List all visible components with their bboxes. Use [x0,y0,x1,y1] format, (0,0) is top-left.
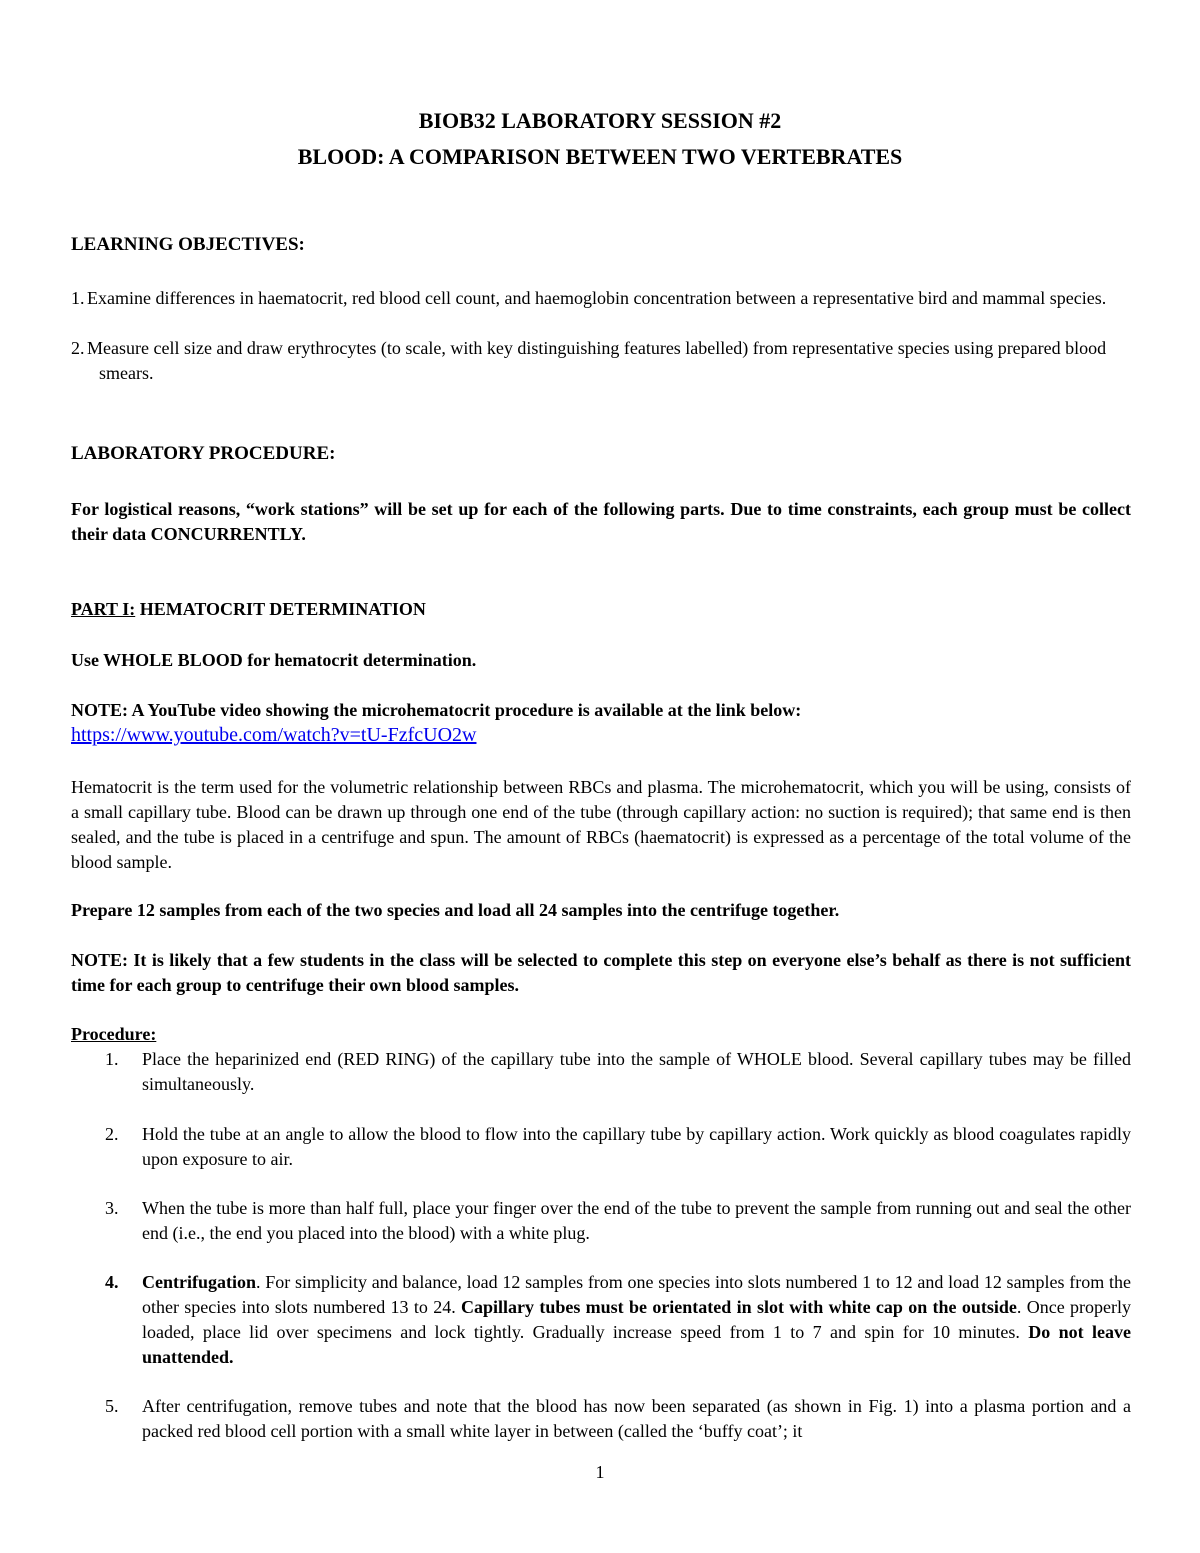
objective-item-2 [71,336,1131,386]
video-note: NOTE: A YouTube video showing the microhematocrit procedure is available at the link below: [71,700,802,720]
step-text: When the tube is more than half full, place your finger over the end of the tube to prevent the sample from running out and seal the other end (i.e., the end you placed into the blood) with a white plug. [142,1198,1131,1243]
step-4-unattended-warning: Do not leave unattended. [142,1322,1131,1367]
procedure-step-5 [71,1394,1131,1444]
objective-item-1 [71,286,1131,311]
learning-objectives-heading: LEARNING OBJECTIVES: [71,234,305,255]
step-number: 4. [105,1272,119,1292]
step-text: Hold the tube at an angle to allow the blood to flow into the capillary tube by capillary action. Work quickly as blood coagulates rapidly upon exposure to air. [142,1124,1131,1169]
part-1-label: PART I: [71,599,136,619]
logistics-paragraph: For logistical reasons, “work stations” will be set up for each of the following parts. Due to time constraints, each group must be collect their data CONCURRENTLY. [71,499,1131,544]
step-4-orientation-warning: Capillary tubes must be orientated in slot with white cap on the outside [461,1297,1017,1317]
page-number: 1 [595,1462,605,1482]
step-4-text-a: . For simplicity and balance, load 12 samples from one species into slots numbered 1 to 12 and load 12 samples from the other species into slots numbered 13 to 24. [142,1272,1131,1317]
step-text [142,1270,1131,1370]
step-number: 2. [105,1124,119,1144]
youtube-video-link[interactable]: https://www.youtube.com/watch?v=tU-FzfcUO2w [71,724,477,746]
laboratory-procedure-heading: LABORATORY PROCEDURE: [71,443,336,464]
procedure-step-1 [71,1047,1131,1097]
step-text: Place the heparinized end (RED RING) of the capillary tube into the sample of WHOLE blood. Several capillary tubes may be filled simultaneously. [142,1049,1131,1094]
centrifuge-note: NOTE: It is likely that a few students in the class will be selected to complete this step on everyone else’s behalf as there is not sufficient time for each group to centrifuge their own blood samples. [71,950,1131,995]
objective-number: 2. [71,338,85,358]
part-1-title: HEMATOCRIT DETERMINATION [135,599,426,619]
procedure-step-3 [71,1196,1131,1246]
prepare-samples-instruction: Prepare 12 samples from each of the two species and load all 24 samples into the centrifuge together. [71,900,840,920]
document-title-line-1: BIOB32 LABORATORY SESSION #2 [418,108,782,133]
video-link-container [71,723,476,748]
step-4-text-c: . Once properly loaded, place lid over specimens and lock tightly. Gradually increase speed from 1 to 7 and spin for 10 minutes. [142,1297,1131,1342]
objective-text: Examine differences in haematocrit, red blood cell count, and haemoglobin concentration between a representative bird and mammal species. [87,288,1107,308]
centrifugation-lead: Centrifugation [142,1272,256,1292]
document-title-line-2: BLOOD: A COMPARISON BETWEEN TWO VERTEBRATES [297,144,903,169]
procedure-label: Procedure: [71,1024,157,1044]
step-number: 1. [105,1049,119,1069]
procedure-step-2 [71,1122,1131,1172]
step-number: 5. [105,1396,119,1416]
objective-number: 1. [71,288,85,308]
hematocrit-description: Hematocrit is the term used for the volumetric relationship between RBCs and plasma. The microhematocrit, which you will be using, consists of a small capillary tube. Blood can be drawn up through one end of the tube (through capillary action: no suction is required); that same end is then sealed, and the tube is placed in a centrifuge and spun. The amount of RBCs (haematocrit) is expressed as a percentage of the total volume of the blood sample. [71,777,1131,872]
objective-text: Measure cell size and draw erythrocytes (to scale, with key distinguishing features labelled) from representative species using prepared blood smears. [87,338,1107,383]
step-number: 3. [105,1198,119,1218]
part-1-heading [71,597,426,622]
step-text: After centrifugation, remove tubes and note that the blood has now been separated (as shown in Fig. 1) into a plasma portion and a packed red blood cell portion with a small white layer in between (called the ‘buffy coat’; it [142,1396,1131,1441]
whole-blood-instruction: Use WHOLE BLOOD for hematocrit determination. [71,650,477,670]
procedure-step-4 [71,1270,1131,1370]
